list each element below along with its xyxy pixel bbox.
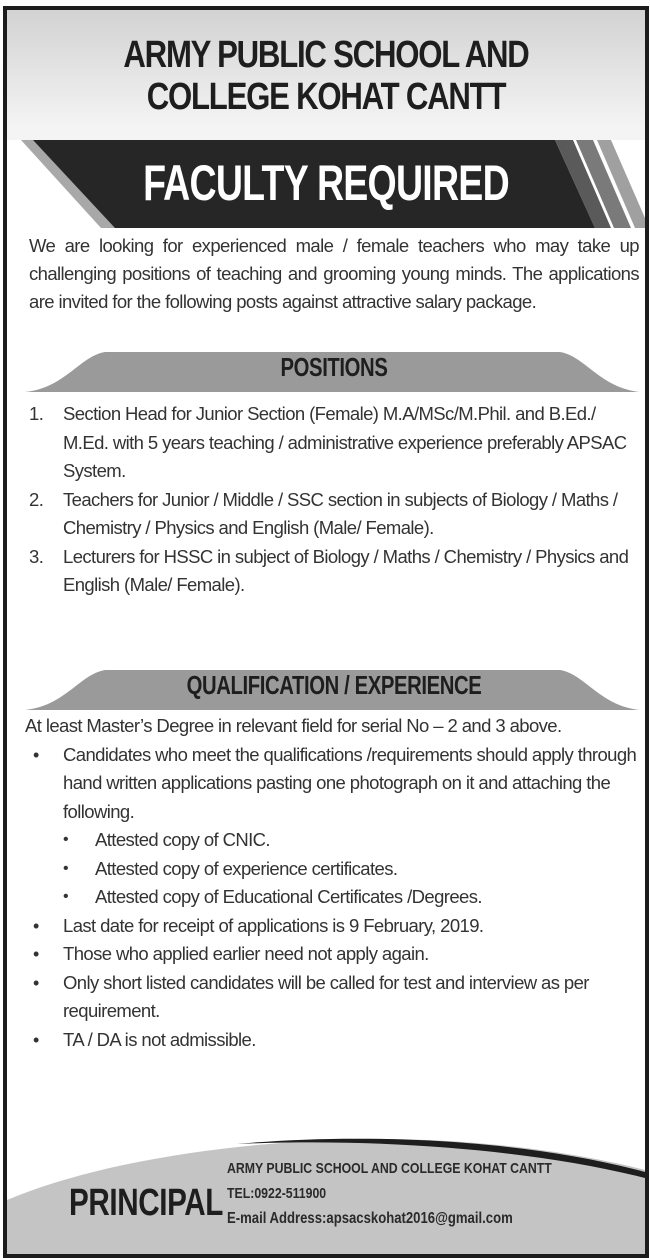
qualification-heading-band xyxy=(25,666,643,710)
title-line-1: ARMY PUBLIC SCHOOL AND xyxy=(123,34,529,76)
intro-paragraph: We are looking for experienced male / female teachers who may take up challenging positions of teaching and grooming young minds. The applications are invited for the following posts against attractive salary package. xyxy=(29,235,639,312)
positions-heading: POSITIONS xyxy=(280,352,388,382)
positions-heading-band xyxy=(25,348,643,392)
bullet-icon: • xyxy=(63,888,69,905)
qualification-bullet: • TA / DA is not admissible. xyxy=(25,1026,639,1055)
attachment-item: • Attested copy of experience certificates. xyxy=(25,855,639,884)
footer-phone: TEL:0922-511900 xyxy=(227,1185,327,1202)
qualification-bullet: • Only short listed candidates will be called for test and interview as per requirement. xyxy=(25,969,639,1026)
qualification-bullet: • Candidates who meet the qualifications /requirements should apply through hand written applications pasting one photograph on it and attaching the following. xyxy=(25,741,639,827)
qualification-lead: At least Master’s Degree in relevant field for serial No – 2 and 3 above. xyxy=(25,715,562,736)
qualification-bullet: • Those who applied earlier need not apply again. xyxy=(25,940,639,969)
bullet-icon: • xyxy=(33,944,39,964)
qualification-bullet: • Last date for receipt of applications is 9 February, 2019. xyxy=(25,912,639,941)
bullet-icon: • xyxy=(33,744,39,765)
advertisement-frame xyxy=(3,6,649,1258)
bullet-icon: • xyxy=(63,831,69,848)
attachment-item: • Attested copy of Educational Certificates /Degrees. xyxy=(25,883,639,912)
qualification-heading: QUALIFICATION / EXPERIENCE xyxy=(186,670,482,700)
banner-heading: FACULTY REQUIRED xyxy=(143,155,509,211)
signatory-title: PRINCIPAL xyxy=(69,1182,224,1224)
position-item: 2. Teachers for Junior / Middle / SSC section in subjects of Biology / Maths / Chemistry / Physics and English (Male/ Female). xyxy=(29,488,618,538)
position-item: 3. Lecturers for HSSC in subject of Biology / Maths / Chemistry / Physics and English (Male/ Female). xyxy=(29,545,629,595)
title-line-2: COLLEGE KOHAT CANTT xyxy=(146,76,506,118)
bullet-icon: • xyxy=(33,1029,39,1050)
bullet-icon: • xyxy=(33,915,39,936)
footer-institution: ARMY PUBLIC SCHOOL AND COLLEGE KOHAT CANTT xyxy=(227,1160,552,1177)
qualification-list xyxy=(25,712,639,1054)
attachment-item: • Attested copy of CNIC. xyxy=(25,826,639,855)
page-title xyxy=(64,34,587,118)
positions-list xyxy=(25,400,639,600)
position-item: 1. Section Head for Junior Section (Female) M.A/MSc/M.Phil. and B.Ed./ M.Ed. with 5 years teaching / administrative experience preferably APSAC System. xyxy=(29,403,627,481)
bullet-icon: • xyxy=(33,972,39,993)
footer-email: E-mail Address:apsacskohat2016@gmail.com xyxy=(227,1210,513,1227)
bullet-icon: • xyxy=(63,859,69,877)
